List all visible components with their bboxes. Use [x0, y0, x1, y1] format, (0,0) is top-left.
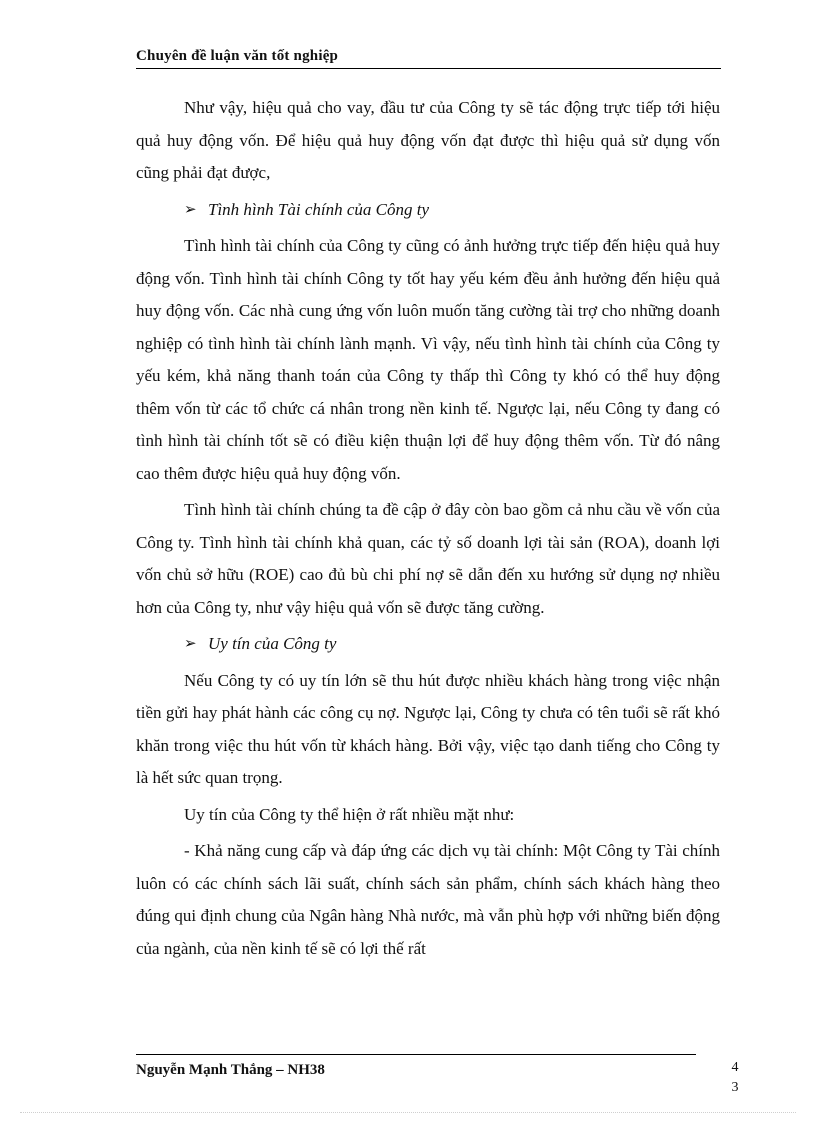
- page-number-digit: 3: [731, 1080, 739, 1095]
- bullet-heading: [136, 628, 720, 661]
- page-bottom-border: [20, 1112, 796, 1113]
- footer-author: Nguyễn Mạnh Thắng – NH38: [136, 1062, 325, 1078]
- bullet-heading-text: Tình hình Tài chính của Công ty: [208, 199, 429, 219]
- page-number: [727, 1058, 743, 1098]
- paragraph: Nếu Công ty có uy tín lớn sẽ thu hút được nhiều khách hàng trong việc nhận tiền gửi hay phát hành các công cụ nợ. Ngược lại, Công ty chưa có tên tuổi sẽ rất khó khăn trong việc thu hút vốn từ khách hàng. Bởi vậy, việc tạo danh tiếng cho Công ty là hết sức quan trọng.: [136, 670, 720, 787]
- arrow-bullet-icon: ➢: [184, 201, 197, 218]
- paragraph: Uy tín của Công ty thể hiện ở rất nhiều mặt như:: [184, 804, 515, 824]
- document-body: [136, 92, 720, 969]
- bullet-heading: [136, 194, 720, 227]
- arrow-bullet-icon: ➢: [184, 636, 197, 652]
- paragraph: Tình hình tài chính chúng ta đề cập ở đây còn bao gồm cả nhu cầu về vốn của Công ty. Tình hình tài chính khả quan, các tỷ số doanh lợi tài sản (ROA), doanh lợi vốn chủ sở hữu (ROE) cao đủ bù chi phí nợ sẽ dẫn đến xu hướng sử dụng nợ nhiều hơn của Công ty, như vậy hiệu quả vốn sẽ được tăng cường.: [136, 500, 720, 617]
- bullet-heading-text: Uy tín của Công ty: [208, 634, 337, 653]
- document-header: Chuyên đề luận văn tốt nghiệp: [136, 48, 721, 69]
- paragraph: - Khả năng cung cấp và đáp ứng các dịch vụ tài chính: Một Công ty Tài chính luôn có các chính sách lãi suất, chính sách sản phẩm, chính sách khách hàng theo đúng qui định chung của Ngân hàng Nhà nước, mà vẫn phù hợp với những biến động của ngành, của nền kinh tế sẽ có lợi thế rất: [136, 841, 720, 958]
- paragraph: Tình hình tài chính của Công ty cũng có ảnh hưởng trực tiếp đến hiệu quả huy động vốn. Tình hình tài chính Công ty tốt hay yếu kém đều ảnh hưởng đến hiệu quả huy động vốn. Các nhà cung ứng vốn luôn muốn tăng cường tài trợ cho những doanh nghiệp có tình hình tài chính lành mạnh. Vì vậy, nếu tình hình tài chính của Công ty yếu kém, khả năng thanh toán của Công ty thấp thì Công ty khó có thể huy động thêm vốn từ các tổ chức cá nhân trong nền kinh tế. Ngược lại, nếu Công ty đang có tình hình tài chính tốt sẽ có điều kiện thuận lợi để huy động thêm vốn. Từ đó nâng cao thêm được hiệu quả huy động vốn.: [136, 236, 720, 483]
- paragraph: Như vậy, hiệu quả cho vay, đầu tư của Công ty sẽ tác động trực tiếp tới hiệu quả huy động vốn. Để hiệu quả huy động vốn đạt được thì hiệu quả sử dụng vốn cũng phải đạt được,: [136, 98, 720, 182]
- page-number-digit: 4: [731, 1060, 739, 1075]
- footer-divider: [136, 1054, 696, 1055]
